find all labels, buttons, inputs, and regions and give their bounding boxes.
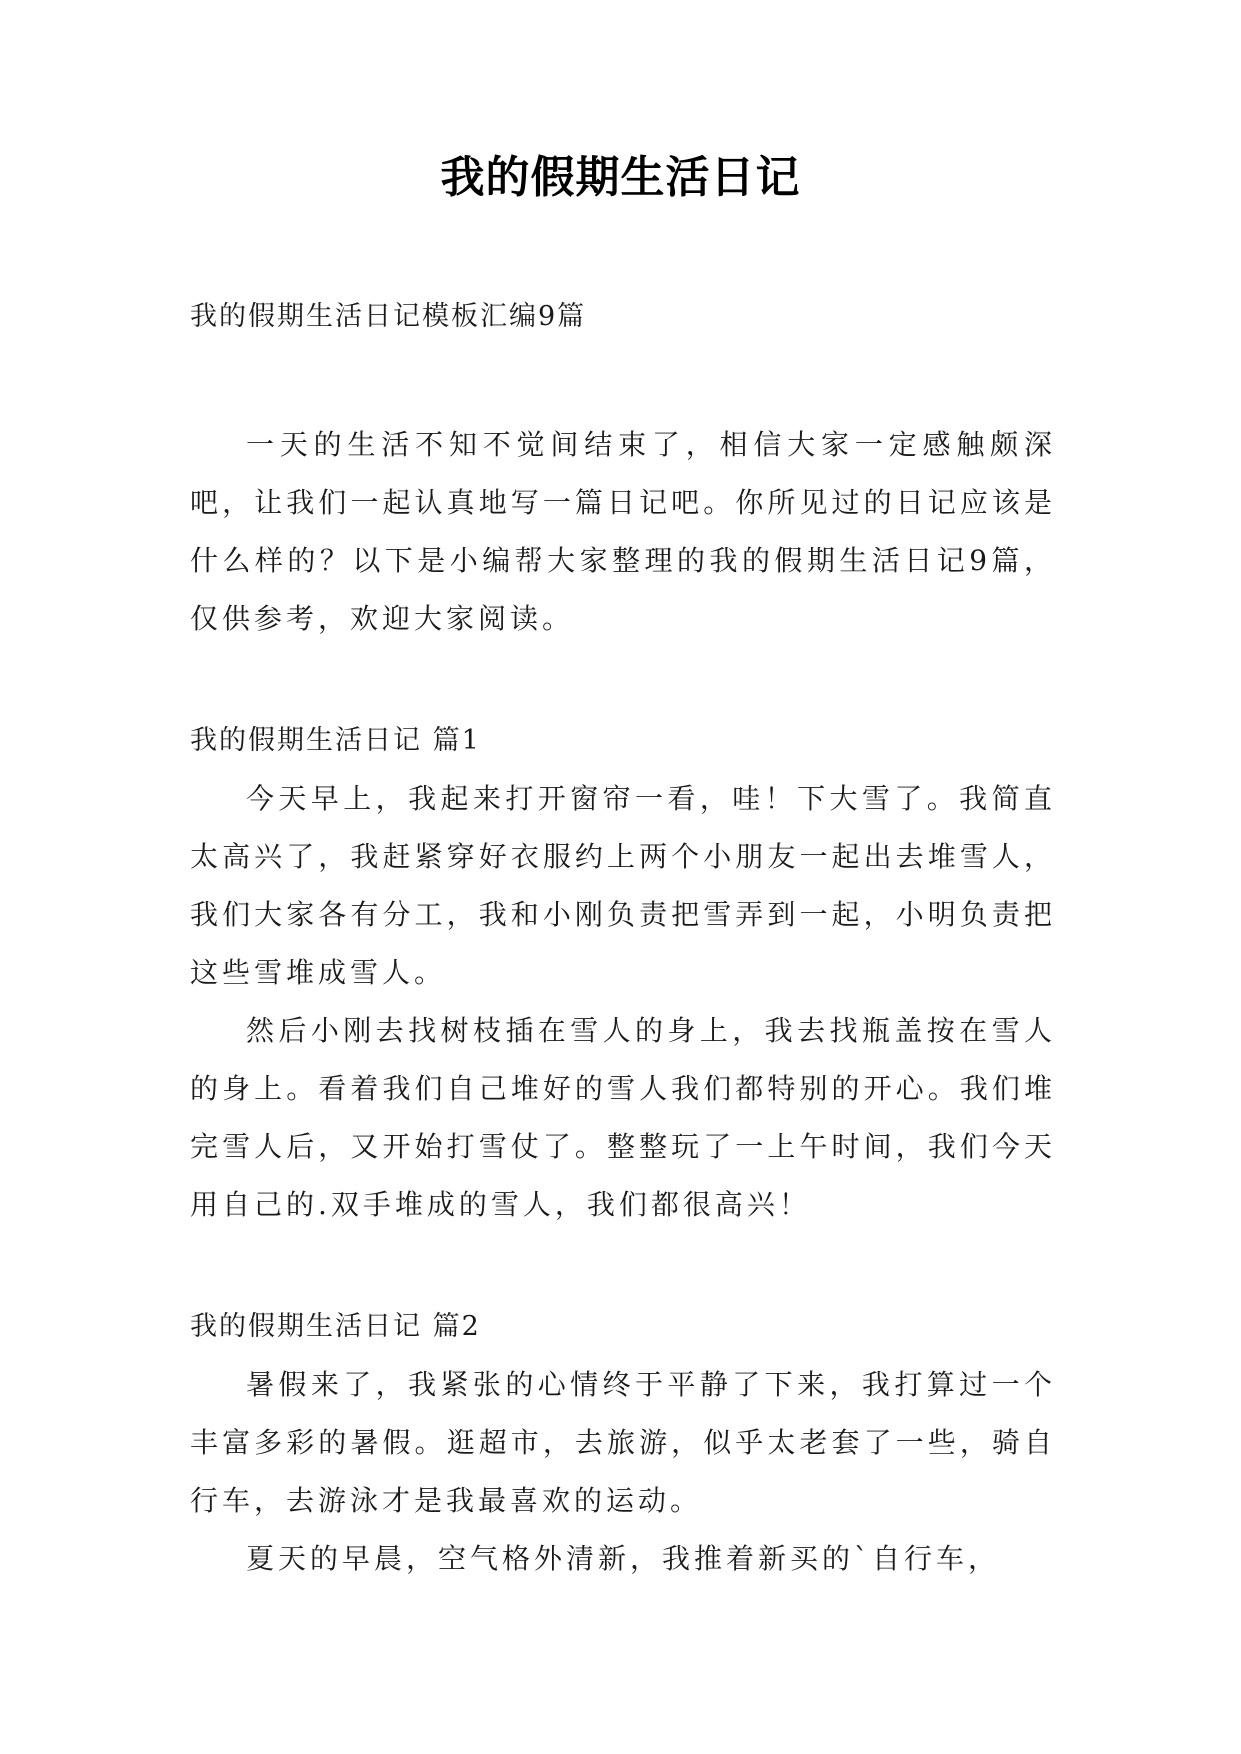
section-paragraph: 然后小刚去找树枝插在雪人的身上，我去找瓶盖按在雪人的身上。看着我们自己堆好的雪人我们都特别的开心。我们堆完雪人后，又开始打雪仗了。整整玩了一上午时间，我们今天用自己的.双手堆成的雪人，我们都很高兴！	[190, 1014, 1056, 1221]
document-subtitle: 我的假期生活日记模板汇编9篇	[190, 301, 587, 332]
section-paragraph: 今天早上，我起来打开窗帘一看，哇！下大雪了。我简直太高兴了，我赶紧穿好衣服约上两个小朋友一起出去堆雪人，我们大家各有分工，我和小刚负责把雪弄到一起，小明负责把这些雪堆成雪人。	[190, 782, 1056, 989]
intro-paragraph: 一天的生活不知不觉间结束了，相信大家一定感触颇深吧，让我们一起认真地写一篇日记吧。你所见过的日记应该是什么样的？以下是小编帮大家整理的我的假期生活日记9篇，仅供参考，欢迎大家阅读。	[190, 428, 1056, 635]
diary-section-1	[190, 712, 1056, 1234]
section-paragraph: 暑假来了，我紧张的心情终于平静了下来，我打算过一个丰富多彩的暑假。逛超市，去旅游，似乎太老套了一些，骑自行车，去游泳才是我最喜欢的运动。	[190, 1368, 1056, 1517]
document-body	[190, 288, 1056, 1588]
section-heading: 我的假期生活日记 篇2	[190, 1311, 481, 1342]
section-paragraph: 夏天的早晨，空气格外清新，我推着新买的`自行车，	[246, 1542, 1001, 1575]
page-title: 我的假期生活日记	[440, 152, 801, 203]
diary-section-2	[190, 1298, 1056, 1588]
section-heading: 我的假期生活日记 篇1	[190, 725, 481, 756]
